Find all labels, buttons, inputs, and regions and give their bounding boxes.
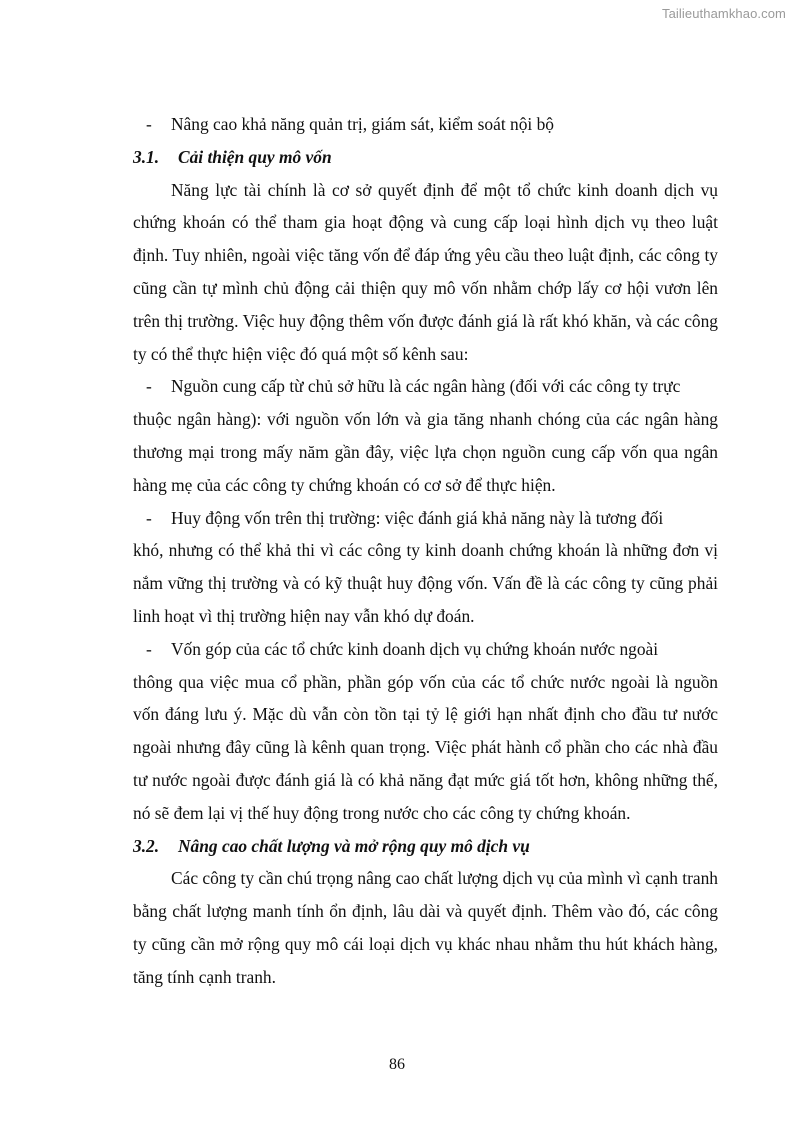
section-title: Nâng cao chất lượng và mở rộng quy mô dịch vụ bbox=[178, 835, 530, 856]
bullet-continuation: thông qua việc mua cổ phần, phần góp vốn của các tổ chức nước ngoài là nguồn vốn đáng lưu ý. Mặc dù vẫn còn tồn tại tỷ lệ giới hạn nhất định cho đầu tư nước ngoài nhưng đây cũng là kênh quan trọng. Việc phát hành cổ phần cho các nhà đầu tư nước ngoài được đánh giá là có khả năng đạt mức giá tốt hơn, không những thế, nó sẽ đem lại vị thế huy động trong nước cho các công ty chứng khoán. bbox=[133, 671, 718, 823]
section-title: Cải thiện quy mô vốn bbox=[178, 146, 332, 167]
page-number: 86 bbox=[389, 1056, 405, 1073]
section-number: 3.2. bbox=[133, 835, 160, 856]
bullet-bank-owner bbox=[133, 370, 718, 501]
bullet-first-line: Nguồn cung cấp từ chủ sở hữu là các ngân hàng (đối với các công ty trực bbox=[171, 376, 681, 397]
section-heading-3-2 bbox=[133, 830, 718, 863]
bullet-continuation: khó, nhưng có thể khả thi vì các công ty kinh doanh chứng khoán là những đơn vị nắm vững thị trường và có kỹ thuật huy động vốn. Vấn đề là các công ty cũng phải linh hoạt vì thị trường hiện nay vẫn khó dự đoán. bbox=[133, 540, 718, 626]
bullet-dash: - bbox=[146, 114, 152, 134]
bullet-continuation: thuộc ngân hàng): với nguồn vốn lớn và gia tăng nhanh chóng của các ngân hàng thương mại trong mấy năm gần đây, việc lựa chọn nguồn cung cấp vốn qua ngân hàng mẹ của các công ty chứng khoán có cơ sở để thực hiện. bbox=[133, 409, 718, 495]
bullet-text: Nâng cao khả năng quản trị, giám sát, kiểm soát nội bộ bbox=[171, 114, 554, 134]
paragraph-capital: Năng lực tài chính là cơ sở quyết định để một tổ chức kinh doanh dịch vụ chứng khoán có thể tham gia hoạt động và cung cấp loại hình dịch vụ theo luật định. Tuy nhiên, ngoài việc tăng vốn để đáp ứng yêu cầu theo luật định, các công ty cũng cần tự mình chủ động cải thiện quy mô vốn nhằm chớp lấy cơ hội vươn lên trên thị trường. Việc huy động thêm vốn được đánh giá là rất khó khăn, và các công ty có thể thực hiện việc đó quá một số kênh sau: bbox=[133, 179, 718, 364]
section-number: 3.1. bbox=[133, 146, 160, 167]
bullet-first-line: Vốn góp của các tổ chức kinh doanh dịch vụ chứng khoán nước ngoài bbox=[171, 638, 659, 659]
section-heading-3-1 bbox=[133, 141, 718, 174]
watermark: Tailieuthamkhao.com bbox=[661, 6, 786, 21]
bullet-dash: - bbox=[146, 507, 152, 528]
bullet-first-line: Huy động vốn trên thị trường: việc đánh giá khả năng này là tương đối bbox=[171, 507, 664, 528]
page-content bbox=[133, 108, 718, 994]
paragraph-service-quality: Các công ty cần chú trọng nâng cao chất lượng dịch vụ của mình vì cạnh tranh bằng chất lượng manh tính ổn định, lâu dài và quyết định. Thêm vào đó, các công ty cũng cần mở rộng quy mô cái loại dịch vụ khác nhau nhằm thu hút khách hàng, tăng tính cạnh tranh. bbox=[133, 868, 718, 987]
bullet-dash: - bbox=[146, 376, 152, 397]
bullet-internal-control bbox=[133, 108, 718, 141]
bullet-market-raising bbox=[133, 502, 718, 633]
bullet-dash: - bbox=[146, 638, 152, 659]
bullet-foreign-capital bbox=[133, 633, 718, 830]
